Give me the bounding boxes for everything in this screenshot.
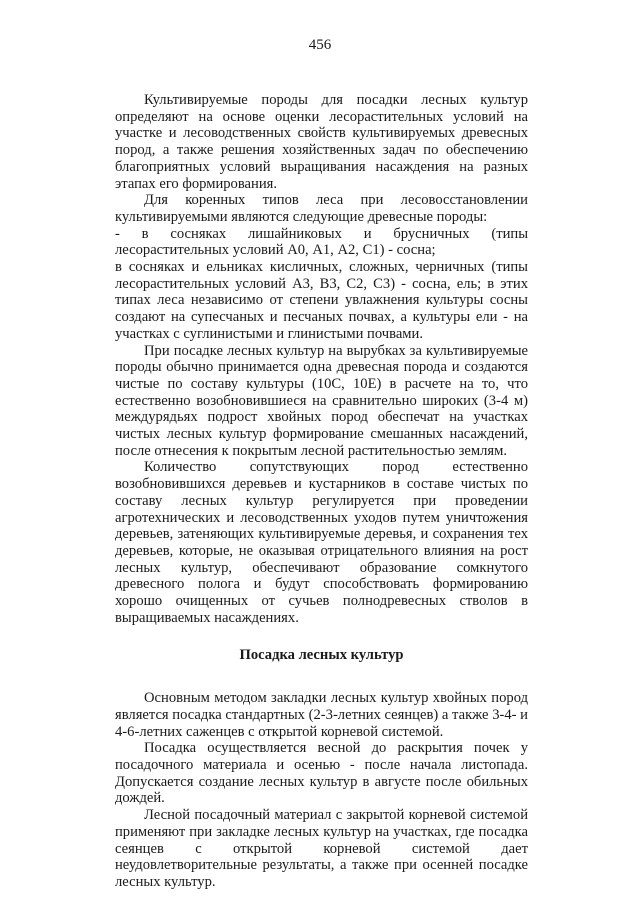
section-heading: Посадка лесных культур [239, 646, 404, 663]
paragraph: в сосняках и ельниках кисличных, сложных, черничных (типы лесорастительных условий А3, В3, С2, С3) - сосна, ель; в этих типах леса независимо от степени увлажнения культуры сосны создают на супесчаных и песчаных почвах, а культуры ели - на участках с суглинистыми и глинистыми почвами. [115, 259, 528, 342]
paragraph: - в сосняках лишайниковых и брусничных (типы лесорастительных условий А0, А1, А2, С1) - сосна; [115, 225, 528, 259]
body-text [115, 92, 528, 891]
paragraph: Основным методом закладки лесных культур хвойных пород является посадка стандартных (2-3-летних сеянцев) а также 3-4- и 4-6-летних саженцев с открытой корневой системой. [115, 690, 528, 740]
paragraph: Культивируемые породы для посадки лесных культур определяют на основе оценки лесорастительных условий на участке и лесоводственных свойств культивируемых древесных пород, а также решения хозяйственных задач по обеспечению благоприятных условий выращивания насаждения на разных этапах его формирования. [115, 92, 528, 192]
section-planting [115, 690, 528, 890]
section-intro [115, 92, 528, 627]
paragraph: Посадка осуществляется весной до раскрытия почек у посадочного материала и осенью - после начала листопада. Допускается создание лесных культур в августе после обильных дождей. [115, 740, 528, 807]
paragraph: Лесной посадочный материал с закрытой корневой системой применяют при закладке лесных культур на участках, где посадка сеянцев с открытой корневой системой дает неудовлетворительные результаты, а также при осенней посадке лесных культур. [115, 807, 528, 890]
page-number: 456 [308, 37, 332, 53]
paragraph: Для коренных типов леса при лесовосстановлении культивируемыми являются следующие древесные породы: [115, 192, 528, 225]
paragraph: При посадке лесных культур на вырубках за культивируемые породы обычно принимается одна древесная порода и создаются чистые по составу культуры (10С, 10Е) в расчете на то, что естественно возобновившиеся на сравнительно широких (3-4 м) междурядьях подрост хвойных пород обеспечат на участках чистых лесных культур формирование смешанных насаждений, после отнесения к покрытым лесной растительностью землям. [115, 342, 528, 459]
paragraph: Количество сопутствующих пород естественно возобновившихся деревьев и кустарников в составе чистых по составу лесных культур регулируется при проведении агротехнических и лесоводственных уходов путем уничтожения деревьев, затеняющих культивируемые деревья, и сохранения тех деревьев, которые, не оказывая отрицательного влияния на рост лесных культур, обеспечивают образование сомкнутого древесного полога и будут способствовать формированию хорошо очищенных от сучьев полнодревесных стволов в выращиваемых насаждениях. [115, 459, 528, 626]
